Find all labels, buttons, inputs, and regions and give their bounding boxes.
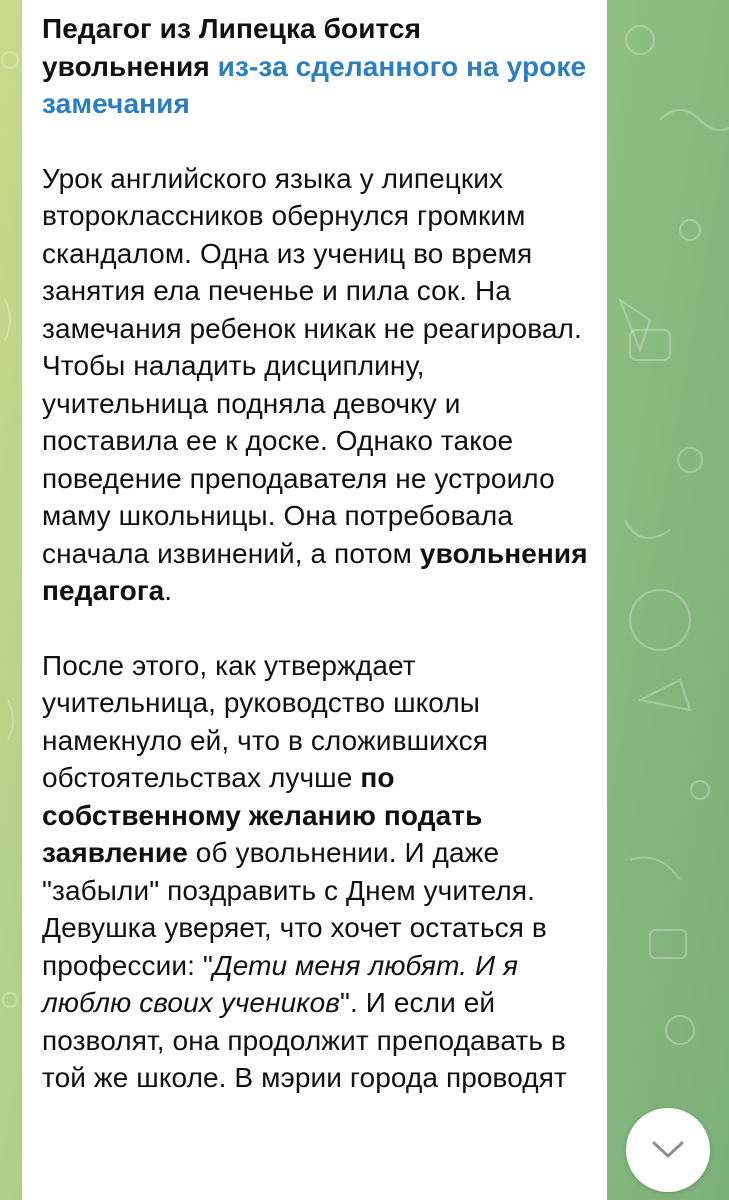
post-title-text: Педагог из Липецка боится увольнения	[42, 13, 422, 82]
paragraph-2-text-a: После этого, как утверждает учительница, руководство школы намекнуло ей, что в сложившихся обстоятельствах лучше	[42, 649, 489, 793]
message-bubble	[22, 0, 607, 1200]
paragraph-1-text: Урок английского языка у липецких второклассников обернулся громким скандалом. Одна из учениц во время занятия ела печенье и пила сок. На замечания ребенок никак не реагировал. Чтобы наладить дисциплину, учительница подняла девочку и поставила ее к доске. Однако такое поведение преподавателя не устроило маму школьницы. Она потребовала сначала извинений, а потом	[42, 162, 582, 569]
paragraph-1	[42, 160, 591, 610]
paragraph-2-bold: по собственному желанию подать заявление	[42, 762, 483, 868]
post-title	[42, 10, 591, 123]
chevron-down-icon	[651, 1140, 685, 1160]
paragraph-2-text-c: ". И если ей позволят, она продолжит преподавать в той же школе. В мэрии города проводят	[42, 987, 567, 1093]
scroll-down-button[interactable]	[626, 1108, 710, 1192]
paragraph-2	[42, 647, 591, 1097]
paragraph-2-italic: Дети меня любят. И я люблю своих учеников	[42, 949, 519, 1018]
paragraph-1-end: .	[164, 575, 173, 606]
message-content	[22, 0, 607, 1097]
paragraph-1-bold: увольнения педагога	[42, 537, 588, 606]
post-title-link[interactable]: из-за сделанного на уроке замечания	[42, 50, 587, 119]
paragraph-2-text-b: об увольнении. И даже "забыли" поздравить с Днем учителя. Девушка уверяет, что хочет остаться в профессии: "	[42, 837, 547, 981]
